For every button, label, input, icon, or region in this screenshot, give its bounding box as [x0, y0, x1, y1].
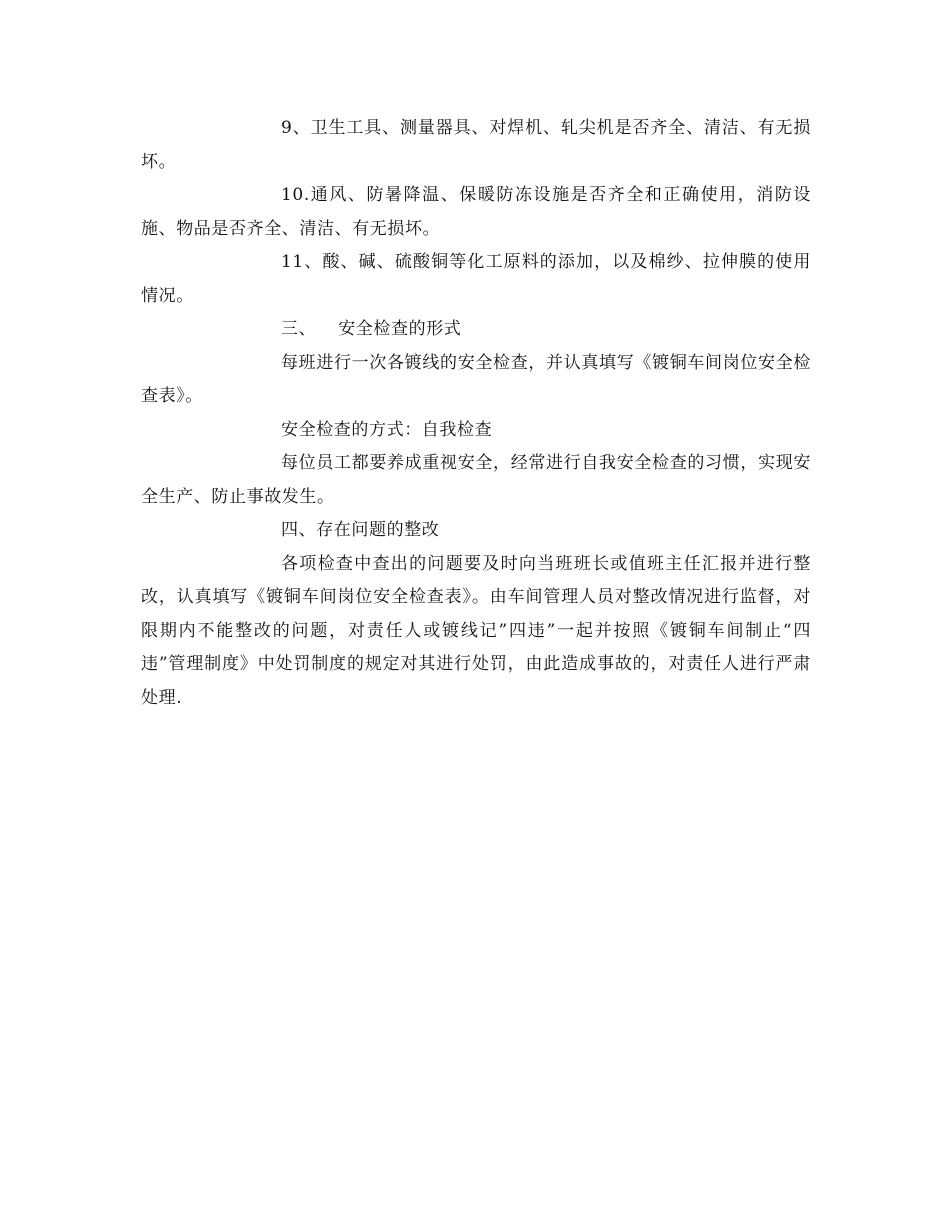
section-4-heading: 四、存在问题的整改: [281, 520, 440, 540]
inspection-frequency-paragraph: 每班进行一次各镀线的安全检查，并认真填写《镀铜车间岗位安全检查表》。: [141, 352, 811, 406]
document-body: [141, 112, 811, 715]
section-3-title: 安全检查的形式: [338, 319, 462, 339]
section-3-heading: [141, 313, 811, 347]
item-10-paragraph: 10.通风、防暑降温、保暖防冻设施是否齐全和正确使用，消防设施、物品是否齐全、清洁、有无损坏。: [141, 185, 811, 239]
self-inspection-habit-paragraph: 每位员工都要养成重视安全，经常进行自我安全检查的习惯，实现安全生产、防止事故发生。: [141, 453, 811, 507]
inspection-method-paragraph: 安全检查的方式：自我检查: [281, 419, 493, 440]
item-11-paragraph: 11、酸、碱、硫酸铜等化工原料的添加，以及棉纱、拉伸膜的使用情况。: [141, 252, 811, 306]
section-3-number: 三、: [281, 319, 317, 339]
rectification-paragraph: 各项检查中查出的问题要及时向当班班长或值班主任汇报并进行整改，认真填写《镀铜车间岗位安全检查表》。由车间管理人员对整改情况进行监督，对限期内不能整改的问题，对责任人或镀线记”四违”一起并按照《镀铜车间制止“四违”管理制度》中处罚制度的规定对其进行处罚，由此造成事故的，对责任人进行严肃处理.: [141, 553, 811, 708]
item-9-paragraph: 9、卫生工具、测量器具、对焊机、轧尖机是否齐全、清洁、有无损坏。: [141, 118, 811, 172]
